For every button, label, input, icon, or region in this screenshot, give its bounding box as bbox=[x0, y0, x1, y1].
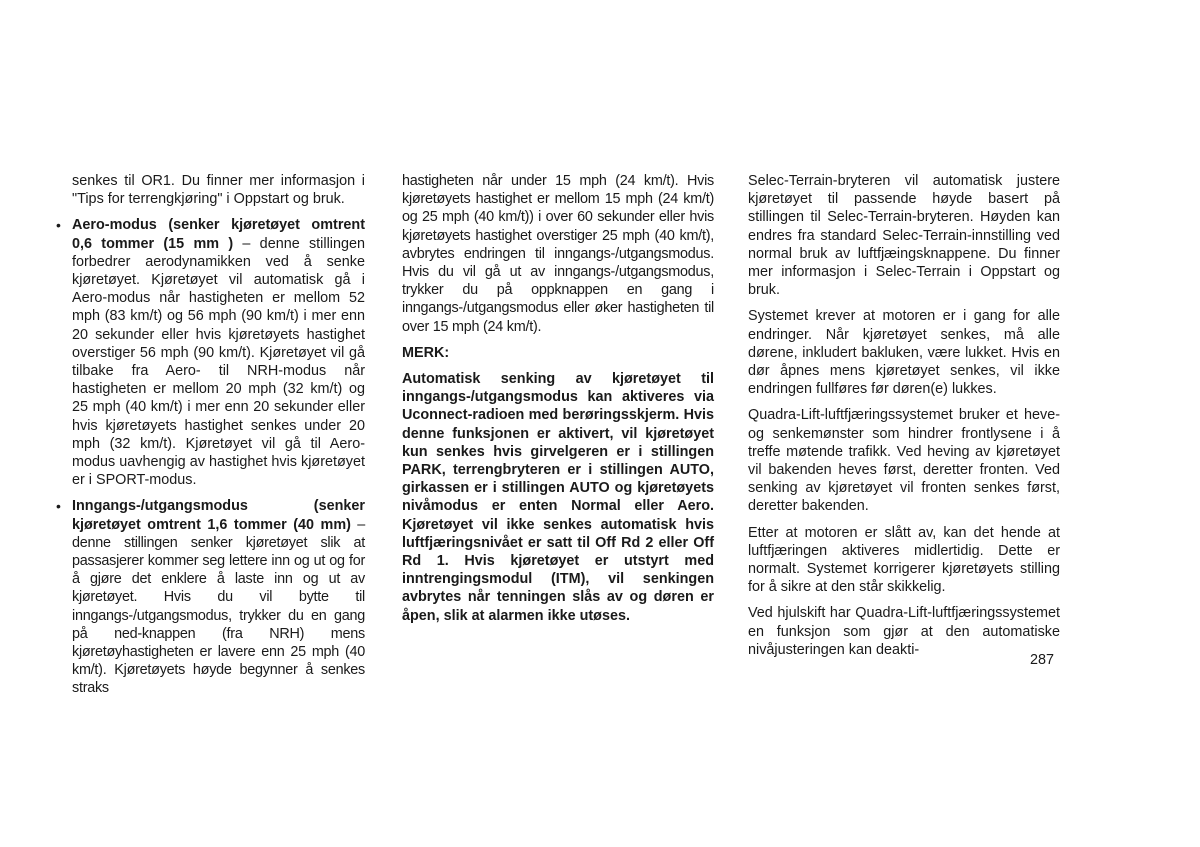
bullet-icon: • bbox=[56, 217, 61, 234]
entry-exit-mode-heading: Inngangs-/utgangsmodus (senker kjøretøyet omtrent 1,6 tommer (40 mm) bbox=[72, 498, 365, 533]
paragraph-raise-lower-pattern: Quadra-Lift-luftfjæringssystemet bruker et heve- og senkemønster som hindrer frontlysene i å treffe møtende trafikk. Ved heving av kjøretøyet vil bakenden heves først, deretter fronten. Ved senking av kjøretøyet vil fronten senkes først, deretter bakenden. bbox=[748, 407, 1060, 515]
list-item-entry-exit-mode bbox=[56, 497, 365, 697]
mode-list bbox=[56, 216, 365, 697]
continuation-paragraph: hastigheten når under 15 mph (24 km/t). Hvis kjøretøyets hastighet er mellom 15 mph (24 km/t) og 25 mph (40 km/t)) i over 60 sekunder eller hvis kjøretøyets hastighet overstiger 25 mph (40 km/t), avbrytes endringen til inngangs-/utgangsmodus. Hvis du vil gå ut av inngangs-/utgangsmodus, trykker du på oppknappen en gang i inngangs-/utgangsmodus eller øker hastigheten til over 15 mph (24 km/t). bbox=[402, 173, 714, 335]
paragraph-wheel-change: Ved hjulskift har Quadra-Lift-luftfjæringssystemet en funksjon som gjør at den automatiske nivåjusteringen kan deakti- bbox=[748, 605, 1060, 658]
column-right bbox=[748, 172, 1060, 667]
intro-paragraph: senkes til OR1. Du finner mer informasjon i "Tips for terrengkjøring" i Oppstart og bruk. bbox=[72, 173, 365, 208]
column-middle bbox=[402, 172, 714, 633]
paragraph-selec-terrain: Selec-Terrain-bryteren vil automatisk justere kjøretøyet til passende høyde basert på stillingen til Selec-Terrain-bryteren. Høyden kan endres fra standard Selec-Terrain-innstilling ved normal bruk av luftfjæingsknappene. Du finner mer informasjon i Selec-Terrain i Oppstart og bruk. bbox=[748, 173, 1060, 299]
list-item-aero-mode bbox=[56, 216, 365, 489]
note-heading: MERK: bbox=[402, 344, 450, 361]
paragraph-engine-running: Systemet krever at motoren er i gang for alle endringer. Når kjøretøyet senkes, må alle dørene, inkludert bakluken, være lukket. Hvis en dør åpnes mens kjøretøyet senkes, vil ikke endringen fullføres før døren(e) lukkes. bbox=[748, 308, 1060, 398]
page-number: 287 bbox=[1030, 652, 1055, 668]
note-body: Automatisk senking av kjøretøyet til inngangs-/utgangsmodus kan aktiveres via Uconnect-radioen med berøringsskjerm. Hvis denne funksjonen er aktivert, vil kjøretøyet kun senkes hvis girvelgeren er i stillingen PARK, terrengbryteren er i stillingen AUTO, girkassen er i stillingen AUTO og kjøretøyets nivåmodus er enten Normal eller Aero. Kjøretøyet vil ikke senkes automatisk hvis luftfjæringsnivået er satt til Off Rd 2 eller Off Rd 1. Hvis kjøretøyet er utstyrt med inntrengingsmodul (ITM), vil senkingen avbrytes når tenningen slås av og døren er åpen, slik at alarmen ikke utøses. bbox=[402, 371, 714, 624]
paragraph-after-engine-off: Etter at motoren er slått av, kan det hende at luftfjæringen aktiveres midlertidig. Dette er normalt. Systemet korrigerer kjøretøyets stilling for å sikre at den står skikkelig. bbox=[748, 524, 1060, 596]
column-left bbox=[56, 172, 365, 706]
aero-mode-heading: Aero-modus (senker kjøretøyet omtrent 0,6 tommer (15 mm ) bbox=[72, 217, 365, 252]
entry-exit-mode-text: – denne stillingen senker kjøretøyet slik at passasjerer kommer seg lettere inn og ut og for å gjøre det enklere å laste inn og ut av kjøretøyet. Hvis du vil bytte til inngangs-/utgangsmodus, trykker du en gang på ned-knappen (fra NRH) mens kjøretøyhastigheten er lavere enn 25 mph (40 km/t). Kjøretøyets høyde begynner å senkes straks bbox=[72, 516, 365, 697]
bullet-icon: • bbox=[56, 498, 61, 515]
aero-mode-text: – denne stillingen forbedrer aerodynamikken ved å senke kjøretøyet. Kjøretøyet vil automatisk gå i Aero-modus når hastigheten er mellom 52 mph (83 km/t) og 56 mph (90 km/t) i mer enn 20 sekunder eller hvis kjøretøyets hastighet overstiger 56 mph (90 km/t). Kjøretøyet vil gå tilbake fra Aero- til NRH-modus når hastigheten er mellom 20 mph (32 km/t) og 25 mph (40 km/t) i mer enn 20 sekunder eller hvis kjøretøyets hastighet senkes under 20 mph (32 km/t). Kjøretøyet vil gå til Aero-modus uavhengig av hastighet hvis kjøretøyet er i SPORT-modus. bbox=[72, 235, 365, 489]
